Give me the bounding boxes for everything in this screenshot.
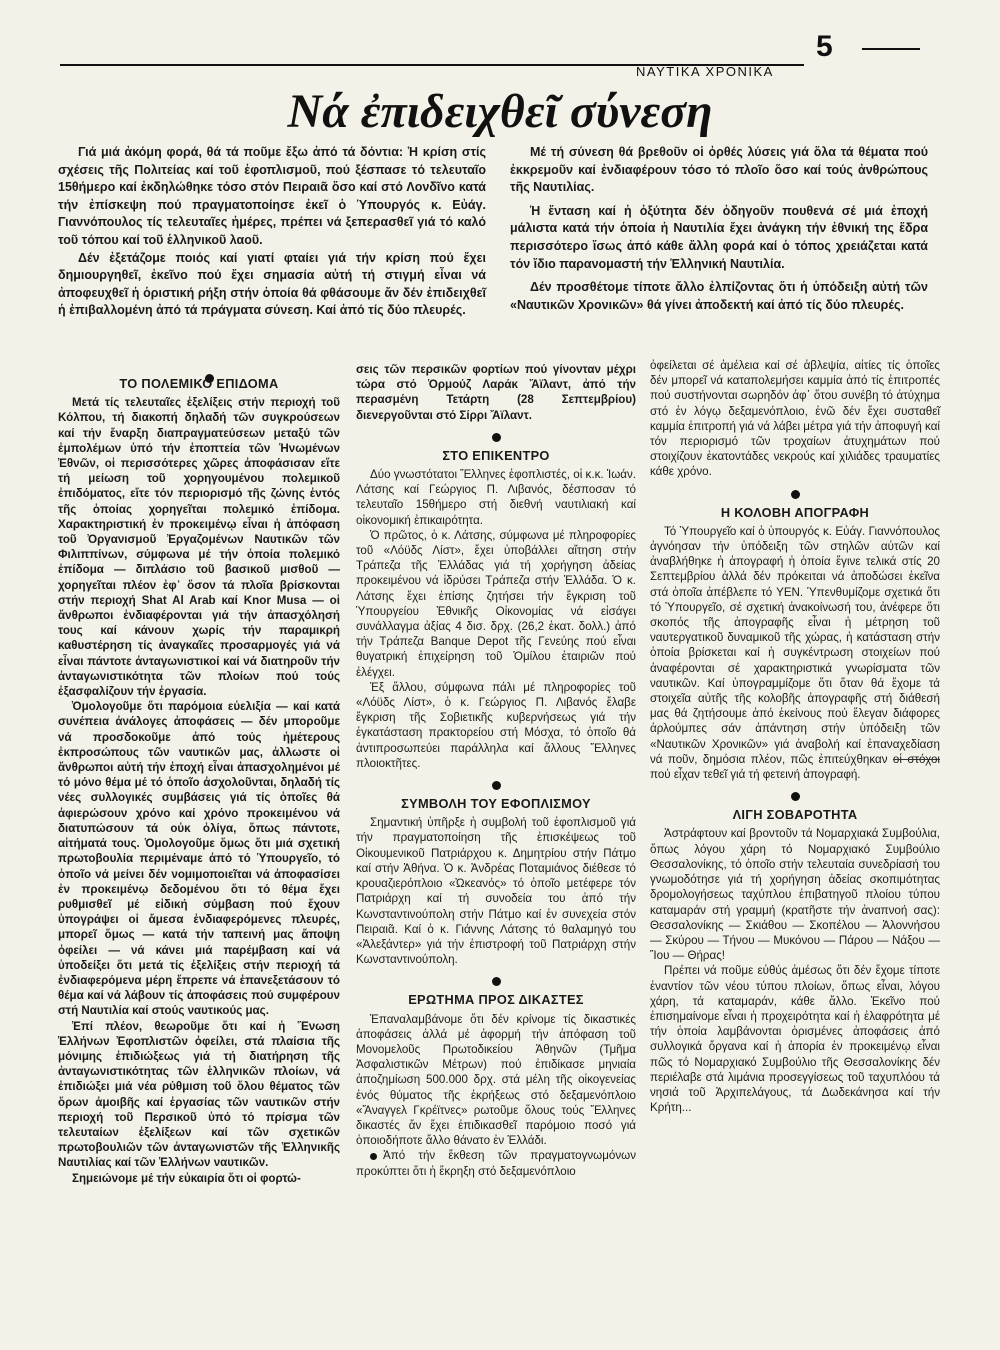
body-paragraph: Μετά τίς τελευταῖες ἐξελίξεις στήν περιοχή τοῦ Κόλπου, τή διακοπή δηλαδή τῶν συγκρούσεων καί τήν ἔναρξη διαπραγματεύσεων μεταξύ τῶν ἐμπολέμων ὑπό τήν ἐποπτεία τῶν Ἡνωμένων Ἐθνῶν, οἱ περισσότερες χῶρες ἀποφάσισαν εἴτε τή μείωση τοῦ χορηγουμένου πολεμικοῦ ἐπιδόματος, εἴτε τόν περιορισμό τῆς ζώνης ἐντός τῆς ὁποίας χορηγεῖται πολεμικό ἐπίδομα. Χαρακτηριστική ἐν προκειμένῳ εἶναι ἡ ἀπόφαση τοῦ Ὀργανισμοῦ Ἐργαζομένων Ναυτικῶν τῶν Φιλιππίνων, σύμφωνα μέ τήν ὁποία πολεμικό ἐπίδομα — διπλάσιο τοῦ βασικοῦ μισθοῦ — χορηγεῖται πλέον ἐφ᾽ ὅσον τά πλοῖα βρίσκονται στήν περιοχή Shat Al Arab καί Knor Musa — οἱ ἄνθρωποι ἐνδιαφέρονται γιά τήν ἀπασχόλησή τους καί κάνουν χωρίς τήν παραμικρή καθυστέρηση τίς ἀναγκαῖες προσαρμογές γιά νά εἶναι πάντοτε ἀνταγωνιστικοί καί νά διατηροῦν τήν ἀνταγωνιστικότητα τῶν πλοίων πού τούς ἐξασφαλίζουν τήν ἐργασία. <box>58 396 340 699</box>
separator-bullet-icon <box>492 781 501 790</box>
lead-right-column <box>510 144 928 314</box>
article-headline: Νά ἐπιδειχθεῖ σύνεση <box>287 85 713 138</box>
separator-bullet-icon <box>791 490 800 499</box>
section-heading: ΣΤΟ ΕΠΙΚΕΝΤΡΟ <box>442 447 550 463</box>
body-paragraph: Δύο γνωστότατοι Ἕλληνες ἐφοπλιστές, οἱ κ.κ. Ἰωάν. Λάτσης καί Γεώργιος Π. Λιβανός, δέσποσαν τό τελευταῖο 15θήμερο στή διεθνή ναυτιλιακή καί οἰκονομική ἐπικαιρότητα. <box>356 468 636 527</box>
page-number: 5 <box>816 30 833 63</box>
separator-bullet-icon <box>492 977 501 986</box>
section-heading: Η ΚΟΛΟΒΗ ΑΠΟΓΡΑΦΗ <box>720 504 870 520</box>
continued-paragraph: σεις τῶν περσικῶν φορτίων πού γίνονταν μέχρι τώρα στό Ὁρμούζ Λαράκ Ἄϊλαντ, ἀπό τήν περασμένη Τετάρτη (28 Σεπτεμβρίου) διενεργοῦνται στό Σίρρι Ἄϊλαντ. <box>356 363 636 422</box>
separator-bullet-icon <box>492 433 501 442</box>
column-3 <box>650 358 940 1115</box>
body-paragraph: Ὁ πρῶτος, ὁ κ. Λάτσης, σύμφωνα μέ πληροφορίες τοῦ «Λόϋδς Λίστ», ἔχει ὑποβάλλει αἴτηση στήν Τράπεζα τῆς Ἑλλάδας γιά τή χορήγηση ἀδείας προκειμένου νά ἱδρύσει Τράπεζα στήν Ἑλλάδα. Ὁ κ. Λάτσης ἔχει ἐπίσης ζητήσει τήν ἔγκριση τοῦ Ὑπουργείου Ἐθνικῆς Οἰκονομίας νά εἰσάγει συνάλλαγμα ἀξίας 4 δισ. δρχ. (26,2 ἑκατ. δολλ.) ἀπό τήν Τράπεζα Banque Depot τῆς Γενεύης πού εἶναι θυγατρική ἐπιχείρηση τοῦ Ὁμίλου ἑταιριῶν πού ἐλέγχει. <box>356 528 636 679</box>
lead-paragraph: Μέ τή σύνεση θά βρεθοῦν οἱ ὀρθές λύσεις γιά ὅλα τά θέματα πού ἐκκρεμοῦν καί ἐνδιαφέρουν τόσο τό πλοῖο ὅσο καί τούς ἀνθρώπους τῆς Ναυτιλίας. <box>510 145 928 195</box>
section-heading: ΤΟ ΠΟΛΕΜΙΚΟ ΕΠΙΔΟΜΑ <box>119 376 279 391</box>
final-paragraph-text: Ἀπό τήν ἔκθεση τῶν πραγματογνωμόνων προκύπτει ὅτι ἡ ἔκρηξη στό δεξαμενόπλοιο <box>356 1149 636 1178</box>
body-paragraph: Σημαντική ὑπῆρξε ἡ συμβολή τοῦ ἐφοπλισμοῦ γιά τήν πραγματοποίηση τῆς ἐπισκέψεως τοῦ Οἰκουμενικοῦ Πατριάρχου κ. Δημητρίου στήν Πάτμο καί στήν Ἀθήνα. Ὁ κ. Ἀνδρέας Ποταμιάνος διέθεσε τό κρουαζιερόπλοιο «Ὠκεανός» τό ὁποῖο μετέφερε τόν Πατριάρχη καί τή συνοδεία του ἀπό τήν Κωνσταντινούπολη στήν Πάτμο καί ἐν συνεχεία στόν Πειραιᾶ. Καί ὁ κ. Γιάννης Λάτσης τό θαλαμηγό του «Ἀλεξάντερ» γιά τήν ἐπιστροφή τοῦ Πατριάρχη στήν Κωνσταντινούπολη. <box>356 816 636 967</box>
struck-text: οἱ στόχοι <box>892 752 940 766</box>
lead-paragraph: Ἡ ἔνταση καί ἡ ὀξύτητα δέν ὁδηγοῦν πουθενά σέ μιά ἐποχή μάλιστα κατά τήν ὁποία ἡ Ναυτιλία ἔχει ἀνάγκη τήν ἐθνική της ἕδρα περισσότερο ἴσως ἀπό κάθε ἄλλη φορά καί ὁ τόπος χρειάζεται κατά τόν ἴδιο παρανομαστή τήν Ἑλληνική Ναυτιλία. <box>510 203 928 271</box>
lead-left-column <box>58 144 486 320</box>
separator-bullet-icon <box>791 792 800 801</box>
body-paragraph <box>650 524 940 782</box>
publication-name: ΝΑΥΤΙΚΑ ΧΡΟΝΙΚΑ <box>636 64 774 79</box>
lead-paragraph: Δέν ἐξετάζομε ποιός καί γιατί φταίει γιά τήν κρίση πού ἔχει δημιουργηθεῖ, ἐκεῖνο πού ἔχει σημασία αὐτή τή στιγμή εἶναι νά ἀποφευχθεῖ ἡ ὁριστική ρήξη στήν ὁποία θά φθάσουμε ἄν δέν ἐπιδειχθεῖ ἡ ἐπιβαλλομένη ἀπό τά πράγματα σύνεση. Καί ἀπό τίς δύο πλευρές. <box>58 250 486 318</box>
lead-paragraph: Γιά μιά ἀκόμη φορά, θά τά ποῦμε ἔξω ἀπό τά δόντια: Ἡ κρίση στίς σχέσεις τῆς Πολιτείας καί τοῦ ἐφοπλισμοῦ, πού ξέσπασε τό τελευταῖο 15θήμερο καί ἐκδηλώθηκε τόσο στόν Πειραιᾶ ὅσο καί στό Λονδῖνο κατά τήν ἐπίσκεψη πού πραγματοποίησε ἐκεῖ ὁ Ὑπουργός κ. Εὐάγ. Γιαννόπουλος τίς τελευταῖες ἡμέρες, πρέπει νά ξεπερασθεῖ γιά τό καλό τοῦ τόπου καί τοῦ ἑλληνικοῦ λαοῦ. <box>58 145 486 247</box>
masthead-rule-right <box>862 48 920 50</box>
section-heading: ΣΥΜΒΟΛΗ ΤΟΥ ΕΦΟΠΛΙΣΜΟΥ <box>401 796 591 812</box>
continued-paragraph: ὀφείλεται σέ ἀμέλεια καί σέ ἀβλεψία, αἰτίες τίς ὁποῖες δέν μπορεῖ νά καταπολεμήσει καμμία ἀπό τίς ἐπιτροπές πού συστήνονται σωρηδόν ἀφ᾽ ὅτου συνέβη τό ἀτύχημα στό ἐν λόγῳ δεξαμενόπλοιο, ἐνῶ δέν ἔχει συσταθεῖ καμμία ἐπιτροπή γιά νά λάβει μέτρα γιά τήν ἀποφυγή καί τόν περιορισμό τῶν τροχαίων ἀτυχημάτων πού στοιχίζουν ἑκατοντάδες νεκρούς καί χιλιάδες τραυματίες κάθε χρόνο. <box>650 359 940 479</box>
paragraph-text: πού εἶχαν τεθεῖ γιά τή φετεινή ἀπογραφή. <box>650 768 861 782</box>
paragraph-text: Τό Ὑπουργεῖο καί ὁ ὑπουργός κ. Εὐάγ. Γιαννόπουλος ἀγνόησαν τήν ὑπόδειξη τῶν στηλῶν αὐτῶν καί ἀναβλήθηκε ἡ ἀπογραφή ἡ ὁποία ἔγινε τελικά στίς 20 Σεπτεμβρίου ἀλλά δέν πρόκειται νά ἀποδώσει ἐκεῖνα στά ὁποῖα ἀπέβλεπε τό ΥΕΝ. Ὑπενθυμίζομε σχετικά ὅτι τό Ὑπουργεῖο, σέ σχετική ἀνακοίνωσή του, ἀνέφερε ὅτι σκοπός τῆς ἀπογραφῆς εἶναι ἡ μέτρηση τοῦ ναυτεργατικοῦ δυναμικοῦ τῆς χώρας, ἡ κατάσταση στήν ὁποία βρίσκεται καί ἡ συγκέντρωση στοιχείων πού ἀναφέρονται σέ χαρακτηριστικά γνωρίσματα τῶν ναυτικῶν. Καί ὑπογραμμίζομε ὅτι ὅταν θά ἔχομε τά στοιχεῖα αὐτῆς τῆς κολοβῆς ἀπογραφῆς στή διάθεσή μας θά ζητήσουμε ἀπό ἐκείνους πού ἔλεγαν διάφορες ἀρλούμπες σάν ἀπάντηση στήν ὑπόδειξη τῶν «Ναυτικῶν Χρονικῶν» γιά ἀναβολή καί ἐπαναχεδίαση νά ποῦν, δημόσια πλέον, πῶς ἐπιτεύχθηκαν <box>650 524 940 766</box>
body-paragraph <box>356 1148 636 1178</box>
body-paragraph: Ἀστράφτουν καί βροντοῦν τά Νομαρχιακά Συμβούλια, ὅπως λόγου χάρη τό Νομαρχιακό Συμβούλιο Θεσσαλονίκης, τό ὁποῖο στήν τελευταία συνεδρίασή του γνωμοδότησε γιά τή χορήγηση ἀδείας σκοπιμότητας δρομολογήσεως ταχύπλου ἐπιβατηγοῦ πλοίου τύπου καταμαράν στή γραμμή (κρατῆστε τήν ἀναπνοή σας): Θεσσαλονίκης — Σκιάθου — Σκοπέλου — Ἀλοννήσου — Σκύρου — Τήνου — Μυκόνου — Πάρου — Νάξου — Ἴου — Θήρας! <box>650 827 940 963</box>
bullet-icon <box>370 1153 377 1160</box>
section-heading: ΕΡΩΤΗΜΑ ΠΡΟΣ ΔΙΚΑΣΤΕΣ <box>408 992 584 1008</box>
body-paragraph: Σημειώνομε μέ τήν εὐκαιρία ὅτι οἱ φορτώ- <box>72 1171 301 1185</box>
body-paragraph: Ἐπί πλέον, θεωροῦμε ὅτι καί ἡ Ἕνωση Ἑλλήνων Ἐφοπλιστῶν ὀφείλει, στά πλαίσια τῆς μόνιμης ἐπιδιώξεως γιά τή διατήρηση τῆς ἀνταγωνιστικότητας τῶν ἑλληνικῶν πλοίων, νά ἐπιδιώξει μιά νέα ρύθμιση τοῦ ὅλου θέματος τῶν ὅρων ἀμοιβῆς καί ἐργασίας τῶν ναυτικῶν στήν περιοχή τοῦ Περσικοῦ ὑπό τό πρίσμα τῶν τελευταίων ἐξελίξεων καί τῶν σχετικῶν πρωτοβουλιῶν τῶν ἀνταγωνιστῶν τῆς Ἑλληνικῆς Ναυτιλίας καί τῶν Ἑλλήνων ναυτικῶν. <box>58 1019 340 1170</box>
body-paragraph: Ὁμολογοῦμε ὅτι παρόμοια εὐελιξία — καί κατά συνέπεια ἀνάλογες ἀποφάσεις — δέν μποροῦμε νά προσδοκοῦμε ἀπό τούς ἡμέτερους ἐκπροσώπους τῶν ναυτικῶν μας, ἀλλωστε οἱ ἄνθρωποι αὐτή τήν ἐποχή εἶναι ἀπασχολημένοι μέ τό μόνο θέμα μέ τό ὁποῖο ἀσχολοῦνται, δηλαδή τίς νέες συλλογικές συμβάσεις γιά τίς ὁποῖες θά ἀφιερώσουν χρόνο καί χρόνο προκειμένου νά διατυπώσουν τά οὐκ ὀλίγα, ὅπως πάντοτε, αἰτήματά τους. Ὁμολογοῦμε ὅμως ὅτι μιά σχετική πρωτοβουλία περιμέναμε ἀπό τό Ὑπουργεῖο, τό ὁποῖο νά μείνει δέν νομιμοποιεῖται νά ἀποφασίσει ἐν προκειμένῳ δεδομένου ὅτι τό θέμα ἔχει ρυθμισθεῖ μέ εἰδική σύμβαση πού ἔχουν ὑπογράψει οἱ ἄμεσα ἐνδιαφερόμενες πλευρές, μπορεῖ ὅμως — κατά τήν ταπεινή μας ἄποψη ὀφείλει — νά κάνει μιά παρέμβαση καί νά ὑποδείξει ὅτι μετά τίς ἐξελίξεις στήν περιοχή τά ἐνδιαφερόμενα μέρη ἔπρεπε νά ἐπανεξετάσουν τό θέμα καί νά λάβουν τίς ἀποφάσεις πού συμφέρουν στή Ναυτιλία καί στούς ναυτικούς μας. <box>58 700 340 1018</box>
lead-paragraph: Δέν προσθέτομε τίποτε ἄλλο ἐλπίζοντας ὅτι ἡ ὑπόδειξη αὐτή τῶν «Ναυτικῶν Χρονικῶν» θά γίνει ἀποδεκτή καί ἀπό τίς δύο πλευρές. <box>510 280 928 312</box>
body-paragraph: Ἐξ ἄλλου, σύμφωνα πάλι μέ πληροφορίες τοῦ «Λόϋδς Λίστ», ὁ κ. Γεώργιος Π. Λιβανός ἔλαβε ἔγκριση τῆς Σοβιετικῆς κυβερνήσεως γιά τήν ἐγκατάσταση πρακτορείου στή Μόσχα, τό ὁποῖο θά ἀντιπροσωπεύει παράλληλα καί ἄλλους Ἕλληνες πλοιοκτῆτες. <box>356 680 636 770</box>
section-heading: ΛΙΓΗ ΣΟΒΑΡΟΤΗΤΑ <box>732 807 858 823</box>
column-2 <box>356 362 636 1179</box>
column-1 <box>58 370 340 1186</box>
body-paragraph: Ἐπαναλαμβάνομε ὅτι δέν κρίνομε τίς δικαστικές ἀποφάσεις ἀλλά μέ ἀφορμή τήν ἀπόφαση τοῦ Μονομελοῦς Πρωτοδικείου Ἀθηνῶν (Τμῆμα Ἀσφαλιστικῶν Μέτρων) πού ἐπιδίκασε μηνιαία ἀποζημίωση 500.000 δρχ. στά μέλη τῆς οἰκογενείας ἑνός θύματος τῆς ἐκρήξεως στό δεξαμενόπλοιο «Ἄναγγελ Γκρέϊτνες» ρωτοῦμε ὅλους τούς Ἕλληνες δικαστές ἄν ἔχει ἐπιδικασθεῖ παρόμοιο ποσό γιά ὁποιοδήποτε ἄλλο θάνατο ἐν Ἑλλάδι. <box>356 1012 636 1148</box>
body-paragraph: Πρέπει νά ποῦμε εὐθύς ἀμέσως ὅτι δέν ἔχομε τίποτε ἐναντίον τῶν νέου τύπου πλοίων, ὅπως εἶναι, λόγου χάρη, τά καταμαράν, κάθε ἄλλο. Ἐκεῖνο πού ἐπισημαίνομε εἶναι ἡ προχειρότητα καί ἡ ἐλαφρότητα μέ τήν ὁποία λαμβάνονται ὁρισμένες ἀποφάσεις ἀπό συλλογικά ὄργανα καί ἡ ἀπορία ἐν προκειμένῳ εἶναι πῶς τό Νομαρχιακό Συμβούλιο τῆς Θεσσαλονίκης δέν περιέλαβε στά λιμάνια προσεγγίσεως τοῦ ταχυπλόου τά νησιά τοῦ Ἀρχιπελάγους, τά Δωδεκάνησα καί τήν Κρήτη... <box>650 964 940 1115</box>
